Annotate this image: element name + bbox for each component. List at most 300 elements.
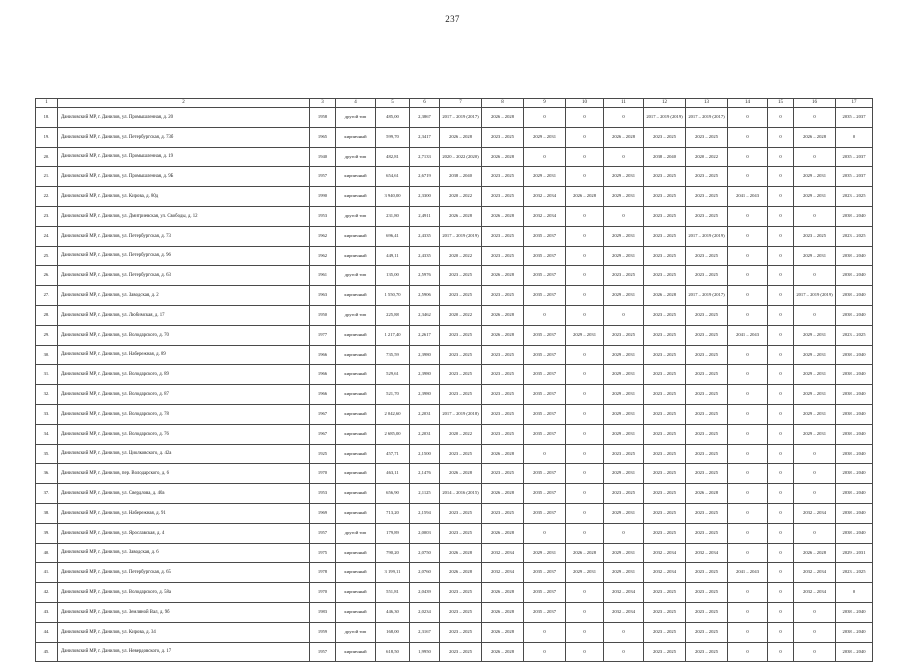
period-cell: 0 [566,642,604,662]
period-cell: 0 [728,266,768,286]
period-cell: 2023 – 2025 [644,187,686,207]
wall-material-cell: кирпичный [336,167,376,187]
period-cell: 2029 – 2031 [566,563,604,583]
build-year-cell: 1977 [310,325,336,345]
coefficient-cell: 2,0750 [410,543,440,563]
period-cell: 2038 – 2040 [836,622,873,642]
period-cell: 2023 – 2025 [836,226,873,246]
period-cell: 2023 – 2025 [644,226,686,246]
period-cell: 0 [524,305,566,325]
period-cell: 2023 – 2025 [440,622,482,642]
period-cell: 2029 – 2031 [524,543,566,563]
address-cell: Даниловский МР, г. Данилов, ул. Набережная, д. 89 [58,345,310,365]
wall-material-cell: кирпичный [336,246,376,266]
coefficient-cell: 2,5906 [410,286,440,306]
period-cell: 2032 – 2034 [644,543,686,563]
address-cell: Даниловский МР, г. Данилов, ул. Петербургская, д. 96 [58,246,310,266]
wall-material-cell: кирпичный [336,484,376,504]
coefficient-cell: 2,4335 [410,246,440,266]
row-number-cell: 29. [36,325,58,345]
area-cell: 179,89 [376,523,410,543]
period-cell: 0 [728,444,768,464]
period-cell: 2023 – 2025 [644,127,686,147]
period-cell: 0 [728,226,768,246]
period-cell: 2035 – 2037 [524,325,566,345]
period-cell: 0 [566,503,604,523]
period-cell: 2023 – 2025 [604,444,644,464]
period-cell: 2017 – 2019 (2019) [686,226,728,246]
address-cell: Даниловский МР, г. Данилов, ул. Володарского, д. 78 [58,404,310,424]
period-cell: 2023 – 2025 [482,385,524,405]
period-cell: 0 [566,226,604,246]
period-cell: 2038 – 2040 [836,602,873,622]
build-year-cell: 1970 [310,464,336,484]
period-cell: 2023 – 2025 [482,246,524,266]
coefficient-cell: 2,3867 [410,108,440,128]
period-cell: 2035 – 2037 [524,503,566,523]
period-cell: 2023 – 2025 [644,305,686,325]
period-cell: 0 [566,305,604,325]
wall-material-cell: кирпичный [336,563,376,583]
table-row [36,602,873,622]
build-year-cell: 1967 [310,424,336,444]
period-cell: 2029 – 2031 [604,167,644,187]
coefficient-cell: 2,3462 [410,305,440,325]
period-cell: 2038 – 2040 [836,385,873,405]
period-cell: 2023 – 2025 [644,385,686,405]
period-cell: 0 [728,404,768,424]
period-cell: 0 [768,523,794,543]
period-cell: 0 [566,404,604,424]
period-cell: 2023 – 2025 [482,503,524,523]
period-cell: 0 [794,523,836,543]
coefficient-cell: 1,9950 [410,642,440,662]
period-cell: 2029 – 2031 [604,543,644,563]
period-cell: 0 [728,305,768,325]
row-number-cell: 24. [36,226,58,246]
table-row [36,424,873,444]
period-cell: 0 [768,226,794,246]
period-cell: 2023 – 2025 [440,345,482,365]
column-number-header: 13 [686,99,728,108]
period-cell: 2023 – 2025 [644,444,686,464]
period-cell: 2026 – 2028 [482,305,524,325]
area-cell: 1 217,40 [376,325,410,345]
wall-material-cell: кирпичный [336,404,376,424]
coefficient-cell: 2,2617 [410,325,440,345]
table-body [36,108,873,662]
area-cell: 2 685,00 [376,424,410,444]
period-cell: 2023 – 2025 [686,523,728,543]
period-cell: 0 [566,583,604,603]
period-cell: 0 [566,484,604,504]
area-cell: 482,81 [376,147,410,167]
wall-material-cell: кирпичный [336,464,376,484]
wall-material-cell: кирпичный [336,325,376,345]
column-number-header: 5 [376,99,410,108]
area-cell: 656,90 [376,484,410,504]
period-cell: 2023 – 2025 [686,345,728,365]
area-cell: 3 199,11 [376,563,410,583]
period-cell: 2035 – 2037 [524,602,566,622]
period-cell: 0 [566,424,604,444]
period-cell: 2023 – 2025 [440,266,482,286]
coefficient-cell: 2,3980 [410,385,440,405]
period-cell: 2032 – 2034 [794,503,836,523]
period-cell: 2026 – 2028 [482,108,524,128]
wall-material-cell: кирпичный [336,444,376,464]
wall-material-cell: другой тип [336,266,376,286]
period-cell: 0 [604,305,644,325]
period-cell: 2023 – 2025 [686,404,728,424]
period-cell: 2023 – 2025 [836,325,873,345]
period-cell: 2023 – 2025 [836,187,873,207]
period-cell: 0 [794,266,836,286]
period-cell: 0 [728,385,768,405]
column-number-header: 14 [728,99,768,108]
period-cell: 2023 – 2025 [644,583,686,603]
period-cell: 2023 – 2025 [644,602,686,622]
period-cell: 0 [566,206,604,226]
address-cell: Даниловский МР, г. Данилов, ул. Промышленная, д. 20 [58,108,310,128]
column-number-header: 10 [566,99,604,108]
period-cell: 2023 – 2025 [440,444,482,464]
coefficient-cell: 2,0234 [410,602,440,622]
period-cell: 0 [524,108,566,128]
address-cell: Даниловский МР, г. Данилов, ул. Невердовского, д. 17 [58,642,310,662]
wall-material-cell: другой тип [336,108,376,128]
wall-material-cell: кирпичный [336,424,376,444]
coefficient-cell: 2,1500 [410,444,440,464]
period-cell: 0 [768,345,794,365]
period-cell: 2032 – 2034 [794,563,836,583]
wall-material-cell: кирпичный [336,187,376,207]
period-cell: 2023 – 2025 [686,444,728,464]
period-cell: 2026 – 2028 [482,602,524,622]
period-cell: 2026 – 2028 [794,127,836,147]
period-cell: 2026 – 2028 [794,543,836,563]
area-cell: 135,00 [376,266,410,286]
period-cell: 2023 – 2025 [440,385,482,405]
period-cell: 2029 – 2031 [794,325,836,345]
column-number-header: 17 [836,99,873,108]
period-cell: 0 [794,622,836,642]
period-cell: 0 [566,286,604,306]
period-cell: 2023 – 2025 [686,305,728,325]
address-cell: Даниловский МР, г. Данилов, ул. Кирова, д. 80д [58,187,310,207]
period-cell: 2029 – 2031 [604,365,644,385]
period-cell: 0 [768,167,794,187]
period-cell: 0 [566,464,604,484]
build-year-cell: 1966 [310,365,336,385]
period-cell: 2023 – 2025 [482,345,524,365]
period-cell: 2023 – 2025 [686,602,728,622]
period-cell: 2029 – 2031 [604,385,644,405]
area-cell: 735,59 [376,345,410,365]
row-number-cell: 43. [36,602,58,622]
period-cell: 0 [604,108,644,128]
period-cell: 2041 – 2043 [728,325,768,345]
period-cell: 2035 – 2037 [524,246,566,266]
period-cell: 0 [524,642,566,662]
period-cell: 2038 – 2040 [836,286,873,306]
table-row [36,266,873,286]
period-cell: 2026 – 2028 [604,127,644,147]
period-cell: 0 [768,444,794,464]
period-cell: 2029 – 2031 [604,187,644,207]
period-cell: 0 [794,484,836,504]
period-cell: 2020 – 2022 [440,246,482,266]
coefficient-cell: 2,4335 [410,226,440,246]
period-cell: 2029 – 2031 [604,345,644,365]
period-cell: 2029 – 2031 [836,543,873,563]
area-cell: 231,80 [376,206,410,226]
period-cell: 2023 – 2025 [482,464,524,484]
period-cell: 2023 – 2025 [644,167,686,187]
period-cell: 2029 – 2031 [794,345,836,365]
coefficient-cell: 2,6719 [410,167,440,187]
period-cell: 2032 – 2034 [794,583,836,603]
period-cell: 2017 – 2019 (2018) [440,404,482,424]
period-cell: 2026 – 2028 [482,325,524,345]
area-cell: 521,70 [376,385,410,405]
period-cell: 2023 – 2025 [644,622,686,642]
column-number-header: 2 [58,99,310,108]
period-cell: 2020 – 2022 [686,147,728,167]
period-cell: 0 [566,365,604,385]
period-cell: 2023 – 2025 [686,127,728,147]
wall-material-cell: другой тип [336,147,376,167]
period-cell: 0 [768,187,794,207]
period-cell: 2035 – 2037 [836,108,873,128]
build-year-cell: 1970 [310,583,336,603]
period-cell: 0 [768,147,794,167]
period-cell: 0 [728,424,768,444]
table-row [36,365,873,385]
period-cell: 0 [768,622,794,642]
period-cell: 2038 – 2040 [836,266,873,286]
period-cell: 2017 – 2019 (2017) [686,286,728,306]
wall-material-cell: кирпичный [336,385,376,405]
period-cell: 2026 – 2028 [482,484,524,504]
period-cell: 2035 – 2037 [524,266,566,286]
period-cell: 2032 – 2034 [686,543,728,563]
column-number-header: 7 [440,99,482,108]
period-cell: 2026 – 2028 [686,484,728,504]
build-year-cell: 1962 [310,226,336,246]
period-cell: 2038 – 2040 [836,424,873,444]
table-row [36,444,873,464]
period-cell: 2023 – 2025 [686,503,728,523]
period-cell: 0 [566,622,604,642]
period-cell: 0 [728,543,768,563]
wall-material-cell: другой тип [336,523,376,543]
wall-material-cell: кирпичный [336,543,376,563]
period-cell: 0 [836,127,873,147]
column-number-header: 1 [36,99,58,108]
period-cell: 2023 – 2025 [686,365,728,385]
period-cell: 2023 – 2025 [686,167,728,187]
period-cell: 0 [768,365,794,385]
period-cell: 2023 – 2025 [686,325,728,345]
period-cell: 0 [768,325,794,345]
period-cell: 2038 – 2040 [836,464,873,484]
period-cell: 0 [566,523,604,543]
period-cell: 2029 – 2031 [794,365,836,385]
row-number-cell: 35. [36,444,58,464]
period-cell: 0 [768,305,794,325]
period-cell: 2017 – 2019 (2019) [440,226,482,246]
period-cell: 0 [728,286,768,306]
wall-material-cell: кирпичный [336,345,376,365]
table-row [36,523,873,543]
period-cell: 0 [604,206,644,226]
period-cell: 2023 – 2025 [644,325,686,345]
area-cell: 449,11 [376,246,410,266]
period-cell: 2032 – 2034 [604,583,644,603]
period-cell: 2029 – 2031 [794,385,836,405]
build-year-cell: 1961 [310,266,336,286]
table-row [36,404,873,424]
wall-material-cell: кирпичный [336,642,376,662]
address-cell: Даниловский МР, г. Данилов, ул. Набережная, д. 91 [58,503,310,523]
row-number-cell: 22. [36,187,58,207]
build-year-cell: 1959 [310,622,336,642]
period-cell: 2026 – 2028 [482,523,524,543]
period-cell: 2017 – 2019 (2019) [794,286,836,306]
build-year-cell: 1957 [310,523,336,543]
address-cell: Даниловский МР, г. Данилов, ул. Свердлова, д. 40а [58,484,310,504]
wall-material-cell: другой тип [336,305,376,325]
column-number-row [36,99,873,108]
period-cell: 2038 – 2040 [836,345,873,365]
period-cell: 0 [566,127,604,147]
period-cell: 2023 – 2025 [686,622,728,642]
period-cell: 2023 – 2025 [482,127,524,147]
coefficient-cell: 2,1594 [410,503,440,523]
table-row [36,147,873,167]
period-cell: 2038 – 2040 [836,246,873,266]
period-cell: 2029 – 2031 [794,404,836,424]
period-cell: 2029 – 2031 [604,404,644,424]
table-row [36,127,873,147]
period-cell: 2038 – 2040 [836,503,873,523]
period-cell: 0 [566,147,604,167]
period-cell: 2023 – 2025 [440,365,482,385]
area-cell: 713,20 [376,503,410,523]
address-cell: Даниловский МР, г. Данилов, ул. Володарского, д. 76 [58,424,310,444]
area-cell: 463,11 [376,464,410,484]
address-cell: Даниловский МР, г. Данилов, ул. Петербургская, д. 65 [58,563,310,583]
period-cell: 2023 – 2025 [482,365,524,385]
period-cell: 2029 – 2031 [604,246,644,266]
period-cell: 2023 – 2025 [686,642,728,662]
table-row [36,226,873,246]
period-cell: 2029 – 2031 [604,226,644,246]
period-cell: 2029 – 2031 [524,167,566,187]
period-cell: 2017 – 2019 (2017) [440,108,482,128]
coefficient-cell: 2,4911 [410,206,440,226]
address-cell: Даниловский МР, г. Данилов, ул. Володарского, д. 87 [58,385,310,405]
area-cell: 1 550,70 [376,286,410,306]
period-cell: 2038 – 2040 [836,206,873,226]
period-cell: 0 [836,583,873,603]
period-cell: 2023 – 2025 [686,424,728,444]
period-cell: 0 [728,642,768,662]
period-cell: 0 [768,543,794,563]
period-cell: 2023 – 2025 [644,424,686,444]
row-number-cell: 42. [36,583,58,603]
period-cell: 2023 – 2025 [644,206,686,226]
area-cell: 446,30 [376,602,410,622]
period-cell: 0 [604,622,644,642]
period-cell: 2029 – 2031 [794,187,836,207]
period-cell: 2023 – 2025 [644,345,686,365]
period-cell: 2023 – 2025 [686,206,728,226]
address-cell: Даниловский МР, г. Данилов, ул. Володарского, д. 58а [58,583,310,603]
row-number-cell: 41. [36,563,58,583]
period-cell: 2026 – 2028 [440,464,482,484]
coefficient-cell: 2,0003 [410,523,440,543]
period-cell: 2026 – 2028 [440,543,482,563]
row-number-cell: 18. [36,108,58,128]
wall-material-cell: кирпичный [336,226,376,246]
period-cell: 0 [728,622,768,642]
coefficient-cell: 2,3167 [410,622,440,642]
period-cell: 0 [768,206,794,226]
period-cell: 0 [794,108,836,128]
table-row [36,345,873,365]
period-cell: 2026 – 2028 [566,187,604,207]
period-cell: 2023 – 2025 [482,226,524,246]
period-cell: 2023 – 2025 [604,266,644,286]
build-year-cell: 1990 [310,187,336,207]
period-cell: 2035 – 2037 [524,484,566,504]
document-table-container [35,98,873,662]
period-cell: 2023 – 2025 [440,602,482,622]
period-cell: 2023 – 2025 [440,642,482,662]
table-row [36,206,873,226]
wall-material-cell: кирпичный [336,286,376,306]
period-cell: 2035 – 2037 [524,424,566,444]
period-cell: 2026 – 2028 [566,543,604,563]
period-cell: 2020 – 2022 [440,187,482,207]
period-cell: 2023 – 2025 [794,226,836,246]
period-cell: 2026 – 2028 [440,563,482,583]
period-cell: 0 [566,167,604,187]
period-cell: 2023 – 2025 [686,266,728,286]
wall-material-cell: другой тип [336,622,376,642]
period-cell: 2023 – 2025 [686,187,728,207]
period-cell: 0 [728,523,768,543]
area-cell: 225,88 [376,305,410,325]
period-cell: 2023 – 2025 [604,484,644,504]
area-cell: 3 940,00 [376,187,410,207]
period-cell: 2032 – 2034 [482,543,524,563]
period-cell: 2023 – 2025 [440,583,482,603]
period-cell: 2026 – 2028 [482,583,524,603]
column-number-header: 16 [794,99,836,108]
build-year-cell: 1957 [310,167,336,187]
column-number-header: 11 [604,99,644,108]
period-cell: 2029 – 2031 [604,464,644,484]
period-cell: 2038 – 2040 [836,444,873,464]
period-cell: 2035 – 2037 [524,563,566,583]
period-cell: 2035 – 2037 [524,464,566,484]
wall-material-cell: кирпичный [336,583,376,603]
period-cell: 2023 – 2025 [482,187,524,207]
period-cell: 0 [768,108,794,128]
